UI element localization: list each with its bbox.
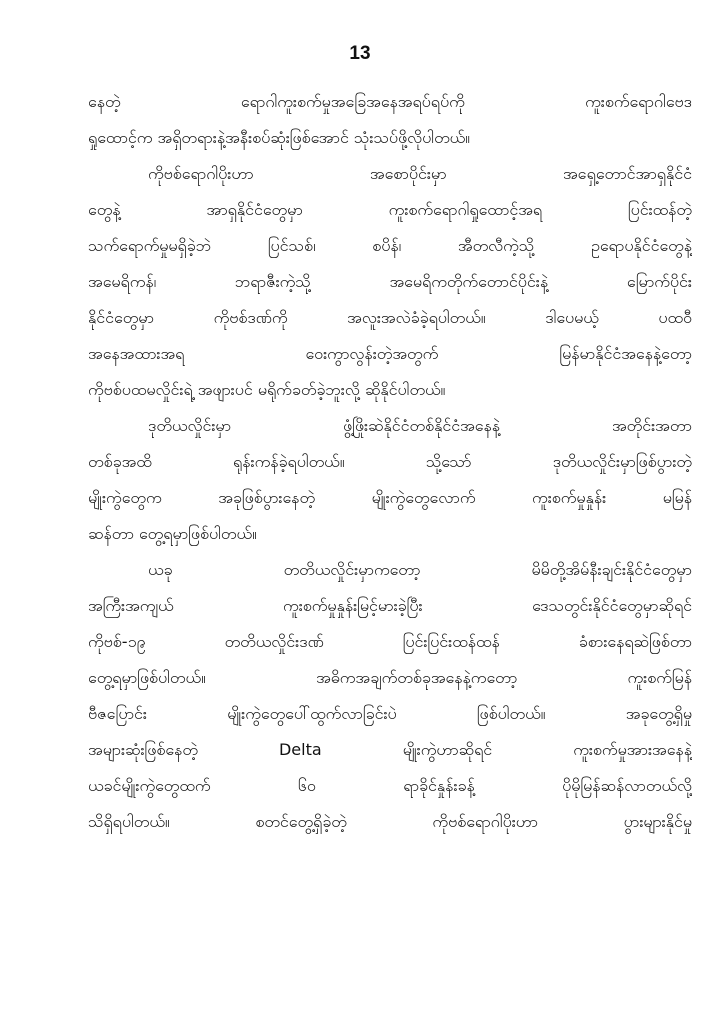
paragraph-3 (88, 408, 692, 552)
text-line: ရှုထောင့်က အရှိတရားနဲ့အနီးစပ်ဆုံးဖြစ်အောင် သုံးသပ်ဖို့လိုပါတယ်။ (88, 128, 471, 147)
paragraph-1 (88, 84, 692, 156)
text-line: တွေနဲ့ အာရှနိုင်ငံတွေမှာ ကူးစက်ရောဂါရှုထောင့်အရ ပြင်းထန်တဲ့ (88, 200, 692, 219)
text-line: တစ်ခုအထိ ရုန်းကန်ခဲ့ရပါတယ်။ သို့သော် ဒုတိယလှိုင်းမှာဖြစ်ပွားတဲ့ (88, 452, 692, 471)
text-line: ယခု တတိယလှိုင်းမှာကတော့ မိမိတို့အိမ်နီးချင်းနိုင်ငံတွေမှာ (148, 560, 692, 579)
text-line: တွေ့ရမှာဖြစ်ပါတယ်။ အဓိကအချက်တစ်ခုအနေနဲ့ကတော့ ကူးစက်မြန် (88, 668, 692, 687)
text-line: ယခင်မျိုးကွဲတွေထက် ၆၀ ရာခိုင်နှုန်းခန့် ပိုမိုမြန်ဆန်လာတယ်လို့ (88, 776, 692, 795)
text-line: အကြီးအကျယ် ကူးစက်မှုနှုန်းမြင့်မားခဲ့ပြီး ဒေသတွင်းနိုင်ငံတွေမှာဆိုရင် (88, 596, 692, 615)
paragraph-4 (88, 552, 692, 840)
text-line: ကိုဗစ်ရောဂါပိုးဟာ အစောပိုင်းမှာ အရှေ့တောင်အာရှနိုင်ငံ (148, 164, 692, 183)
text-line: ကိုဗစ်ပထမလှိုင်းရဲ့ အဖျားပင် မရိုက်ခတ်ခဲ့ဘူးလို့ ဆိုနိုင်ပါတယ်။ (88, 380, 446, 399)
text-line: သိရှိရပါတယ်။ စတင်တွေ့ရှိခဲ့တဲ့ ကိုဗစ်ရောဂါပိုးဟာ ပွားများနိုင်မှု (88, 812, 692, 831)
paragraph-2 (88, 156, 692, 408)
text-line: ကိုဗစ်-၁၉ တတိယလှိုင်းဒဏ် ပြင်းပြင်းထန်ထန် ခံစားနေရဆဲဖြစ်တာ (88, 632, 692, 651)
text-line: အမေရိကန်၊ ဘရာဇီးကဲ့သို့ အမေရိကတိုက်တောင်ပိုင်းနဲ့ မြောက်ပိုင်း (88, 272, 692, 291)
text-line: သက်ရောက်မှုမရှိခဲ့ဘဲ ပြင်သစ်၊ စပိန်၊ အီတလီကဲ့သို့ ဥရောပနိုင်ငံတွေနဲ့ (88, 236, 692, 255)
text-line: နေတဲ့ ရောဂါကူးစက်မှုအခြေအနေအရပ်ရပ်ကို ကူးစက်ရောဂါဗေဒ (88, 92, 692, 111)
page-number: 13 (349, 43, 371, 64)
text-line: ဒုတိယလှိုင်းမှာ ဖွံ့ဖြိုးဆဲနိုင်ငံတစ်နိုင်ငံအနေနဲ့ အတိုင်းအတာ (148, 416, 692, 435)
text-line: ဆန်တာ တွေ့ရမှာဖြစ်ပါတယ်။ (88, 524, 257, 543)
text-line: ဗီဇပြောင်း မျိုးကွဲတွေပေါ်ထွက်လာခြင်းပဲ ဖြစ်ပါတယ်။ အခုတွေ့ရှိမှု (88, 704, 692, 723)
text-line: အနေအထားအရ ဝေးကွာလွန်းတဲ့အတွက် မြန်မာနိုင်ငံအနေနဲ့တော့ (88, 344, 692, 363)
text-line: မျိုးကွဲတွေက အခုဖြစ်ပွားနေတဲ့ မျိုးကွဲတွေလောက် ကူးစက်မှုနှုန်း မမြန် (88, 488, 692, 507)
body-text (88, 84, 692, 840)
text-line: နိုင်ငံတွေမှာ ကိုဗစ်ဒဏ်ကို အလူးအလဲခံခဲ့ရပါတယ်။ ဒါပေမယ့် ပထဝီ (88, 308, 692, 327)
text-line: အများဆုံးဖြစ်နေတဲ့ Delta မျိုးကွဲဟာဆိုရင် ကူးစက်မှုအားအနေနဲ့ (88, 740, 692, 759)
